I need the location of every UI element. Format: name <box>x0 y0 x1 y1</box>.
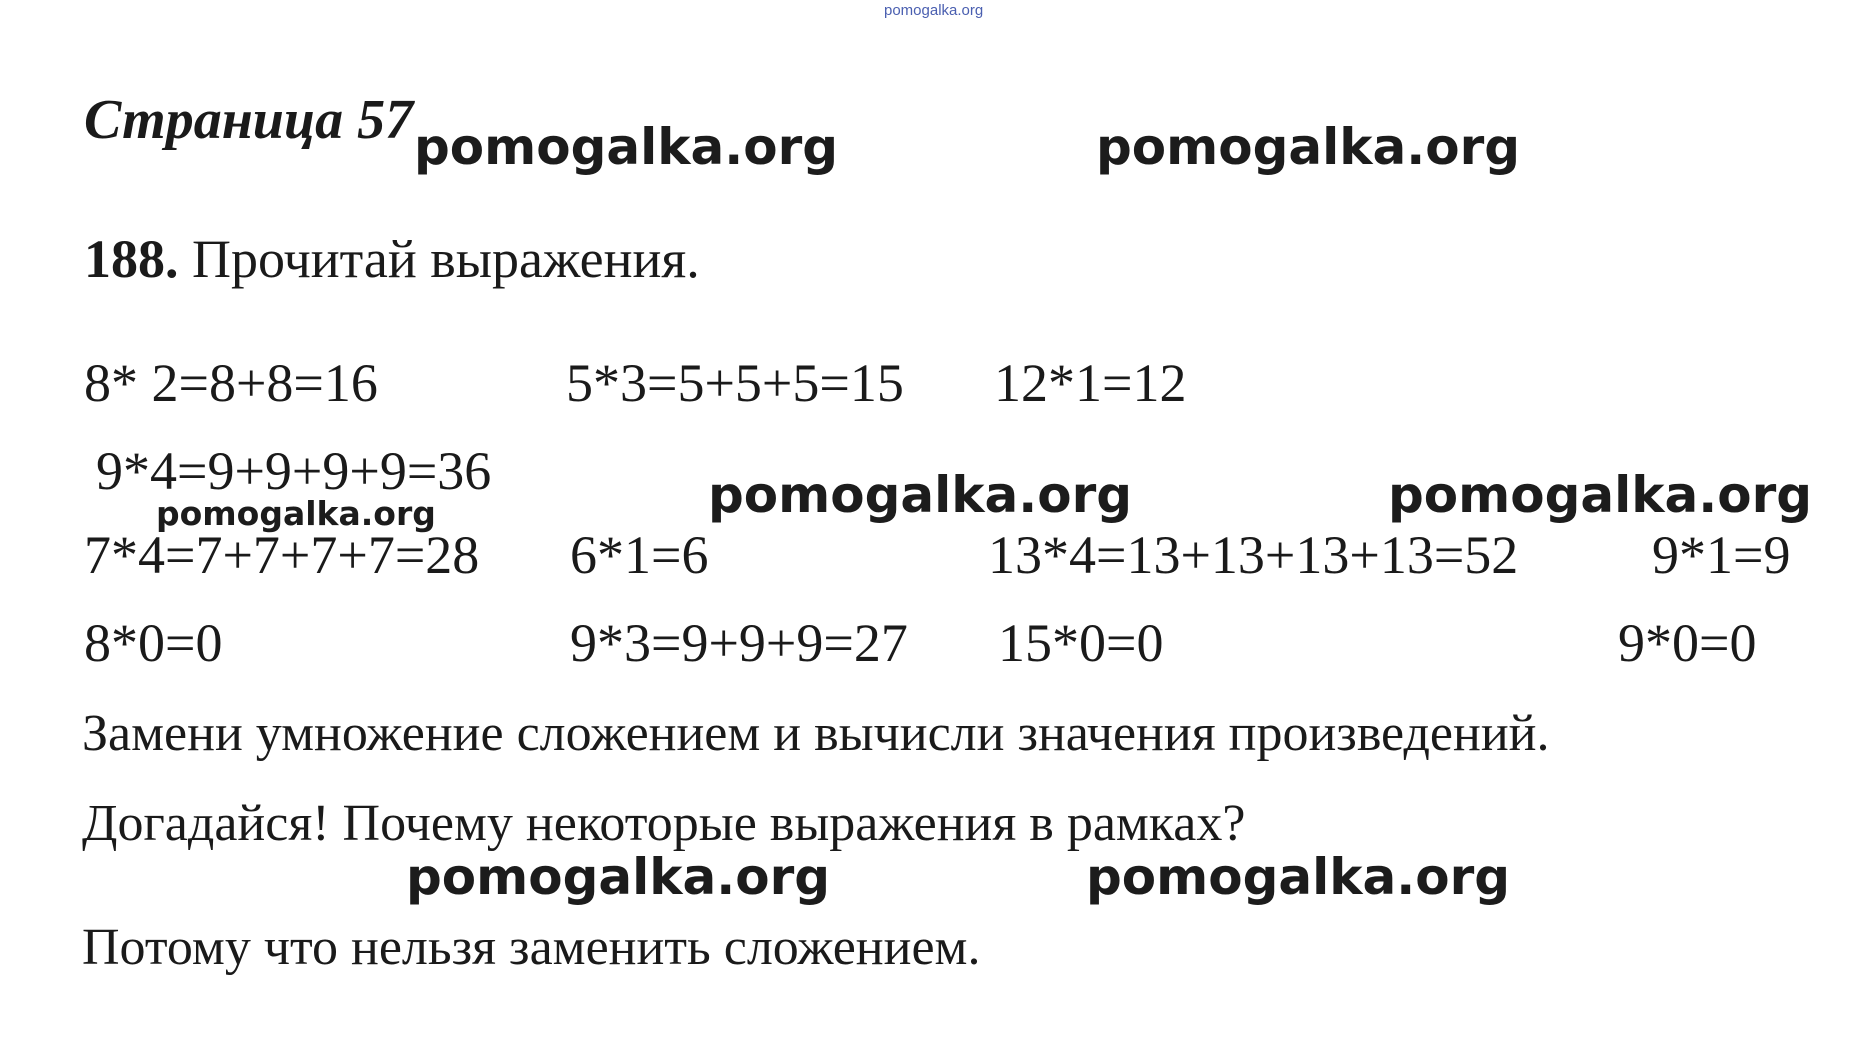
task-title <box>84 228 700 290</box>
expression: 13*4=13+13+13+13=52 <box>988 525 1519 585</box>
answer-text: Потому что нельзя заменить сложением. <box>82 919 981 976</box>
watermark: pomogalka.org <box>406 848 831 906</box>
expression: 9*3=9+9+9=27 <box>570 613 908 673</box>
expression: 5*3=5+5+5=15 <box>566 353 904 413</box>
watermark: pomogalka.org <box>156 494 436 533</box>
watermark: pomogalka.org <box>1086 848 1511 906</box>
watermark: pomogalka.org <box>1096 118 1521 176</box>
expression: 8*0=0 <box>84 613 223 673</box>
expression: 12*1=12 <box>994 353 1187 413</box>
watermark: pomogalka.org <box>1388 466 1813 524</box>
top-watermark: pomogalka.org <box>884 2 984 19</box>
page-heading: Страница 57 <box>84 89 414 151</box>
expression: 7*4=7+7+7+7=28 <box>84 525 480 585</box>
watermark: pomogalka.org <box>414 118 839 176</box>
expression: 9*1=9 <box>1652 525 1791 585</box>
expression: 9*0=0 <box>1618 613 1757 673</box>
watermark: pomogalka.org <box>708 466 1133 524</box>
expression: 9*4=9+9+9+9=36 <box>96 441 492 501</box>
expression: 6*1=6 <box>570 525 709 585</box>
expression: 15*0=0 <box>998 613 1164 673</box>
task-number: 188. <box>84 229 179 289</box>
task-text: Прочитай выражения. <box>192 229 700 289</box>
instruction-text: Замени умножение сложением и вычисли значения произведений. <box>82 705 1550 762</box>
expression: 8* 2=8+8=16 <box>84 353 378 413</box>
question-text: Догадайся! Почему некоторые выражения в рамках? <box>82 795 1246 852</box>
